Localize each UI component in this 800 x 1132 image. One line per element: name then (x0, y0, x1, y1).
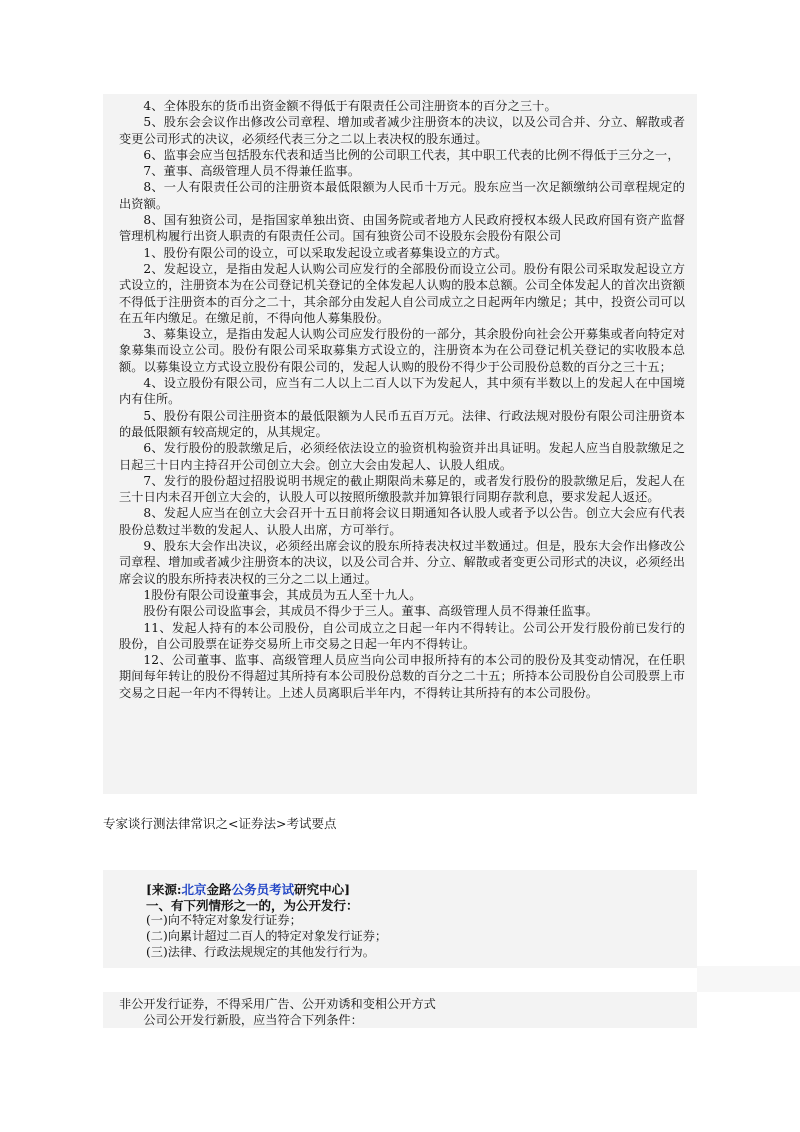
paragraph: 3、募集设立，是指由发起人认购公司应发行股份的一部分，其余股份向社会公开募集或者向特定对象募集而设立公司。股份有限公司采取募集方式设立的，注册资本为在公司登记机关登记的实收股本总额。以募集设立方式设立股份有限公司的，发起人认购的股份不得少于公司股份总数的百分之三十五； (119, 327, 685, 374)
source-line (146, 882, 697, 898)
paragraph: 5、股东会会议作出修改公司章程、增加或者减少注册资本的决议，以及公司合并、分立、解散或者变更公司形式的决议，必须经代表三分之二以上表决权的股东通过。 (119, 115, 685, 146)
paragraph: 9、股东大会作出决议，必须经出席会议的股东所持表决权过半数通过。但是，股东大会作出修改公司章程、增加或者减少注册资本的决议，以及公司合并、分立、解散或者变更公司形式的决议，必须经出席会议的股东所持表决权的三分之二以上通过。 (119, 539, 685, 586)
source-link-beijing[interactable]: 北京 (181, 882, 207, 897)
paragraph: 8、一人有限责任公司的注册资本最低限额为人民币十万元。股东应当一次足额缴纳公司章程规定的出资额。 (119, 180, 685, 211)
paragraph: 7、董事、高级管理人员不得兼任监事。 (143, 164, 361, 179)
paragraph: 8、国有独资公司，是指国家单独出资、由国务院或者地方人民政府授权本级人民政府国有资产监督管理机构履行出资人职责的有限责任公司。国有独资公司不设股东会股份有限公司 (119, 213, 685, 244)
paragraph: 7、发行的股份超过招股说明书规定的截止期限尚未募足的，或者发行股份的股款缴足后，发起人在三十日内未召开创立大会的，认股人可以按照所缴股款并加算银行同期存款利息，要求发起人返还。 (119, 473, 685, 505)
source-link-civil-service-exam[interactable]: 公务员考试 (231, 882, 295, 897)
paragraph: 2、发起设立，是指由发起人认购公司应发行的全部股份而设立公司。股份有限公司采取发起设立方式设立的，注册资本为在公司登记机关登记的全体发起人认购的股本总额。公司全体发起人的首次出资额不得低于注册资本的百分之二十，其余部分由发起人自公司成立之日起两年内缴足；其中，投资公司可以在五年内缴足。在缴足前，不得向他人募集股份。 (119, 261, 685, 325)
paragraph: 1股份有限公司设董事会，其成员为五人至十九人。 (143, 587, 422, 602)
source-and-public-offering-section (103, 870, 697, 968)
source-open: [来源: (146, 882, 182, 897)
non-public-offering-section (103, 992, 697, 1028)
list-item: (一)向不特定对象发行证券； (146, 913, 302, 927)
list-item: (三)法律、行政法规规定的其他发行行为。 (146, 944, 375, 959)
paragraph: 8、发起人应当在创立大会召开十五日前将会议日期通知各认股人或者予以公告。创立大会应有代表股份总数过半数的发起人、认股人出席，方可举行。 (119, 506, 685, 537)
paragraph: 股份有限公司设监事会，其成员不得少于三人。董事、高级管理人员不得兼任监事。 (143, 604, 599, 619)
source-mid: 金路 (206, 882, 232, 897)
paragraph: 4、全体股东的货币出资金额不得低于有限责任公司注册资本的百分之三十。 (143, 99, 557, 113)
paragraph: 6、监事会应当包括股东代表和适当比例的公司职工代表，其中职工代表的比例不得低于三分之一， (143, 147, 680, 162)
paragraph: 4、设立股份有限公司，应当有二人以上二百人以下为发起人，其中须有半数以上的发起人在中国境内有住所。 (119, 376, 685, 407)
section-title: 一、有下列情形之一的，为公开发行： (146, 897, 359, 913)
paragraph: 12、公司董事、监事、高级管理人员应当向公司申报所持有的本公司的股份及其变动情况，在任职期间每年转让的股份不得超过其所持有本公司股份总数的百分之二十五；所持本公司股份自公司股票上市交易之日起一年内不得转让。上述人员离职后半年内，不得转让其所持有的本公司股份。 (119, 653, 685, 700)
paragraph: 11、发起人持有的本公司股份，自公司成立之日起一年内不得转让。公司公开发行股份前已发行的股份，自公司股票在证券交易所上市交易之日起一年内不得转让。 (119, 620, 685, 651)
paragraph: 5、股份有限公司注册资本的最低限额为人民币五百万元。法律、行政法规对股份有限公司注册资本的最低限额有较高规定的，从其规定。 (119, 408, 685, 439)
article-heading: 专家谈行测法律常识之<证券法>考试要点 (103, 816, 337, 831)
article-excerpt-company-law (103, 94, 697, 794)
side-shade (697, 966, 800, 992)
paragraph: 1、股份有限公司的设立，可以采取发起设立或者募集设立的方式。 (143, 245, 508, 260)
paragraph: 非公开发行证券，不得采用广告、公开劝诱和变相公开方式 (119, 997, 436, 1011)
list-item: (二)向累计超过二百人的特定对象发行证券； (146, 928, 388, 943)
paragraph: 6、发行股份的股款缴足后，必须经依法设立的验资机构验资并出具证明。发起人应当自股款缴足之日起三十日内主持召开公司创立大会。创立大会由发起人、认股人组成。 (119, 441, 685, 472)
source-close: 研究中心] (294, 882, 350, 897)
paragraph: 公司公开发行新股，应当符合下列条件： (143, 1013, 363, 1027)
